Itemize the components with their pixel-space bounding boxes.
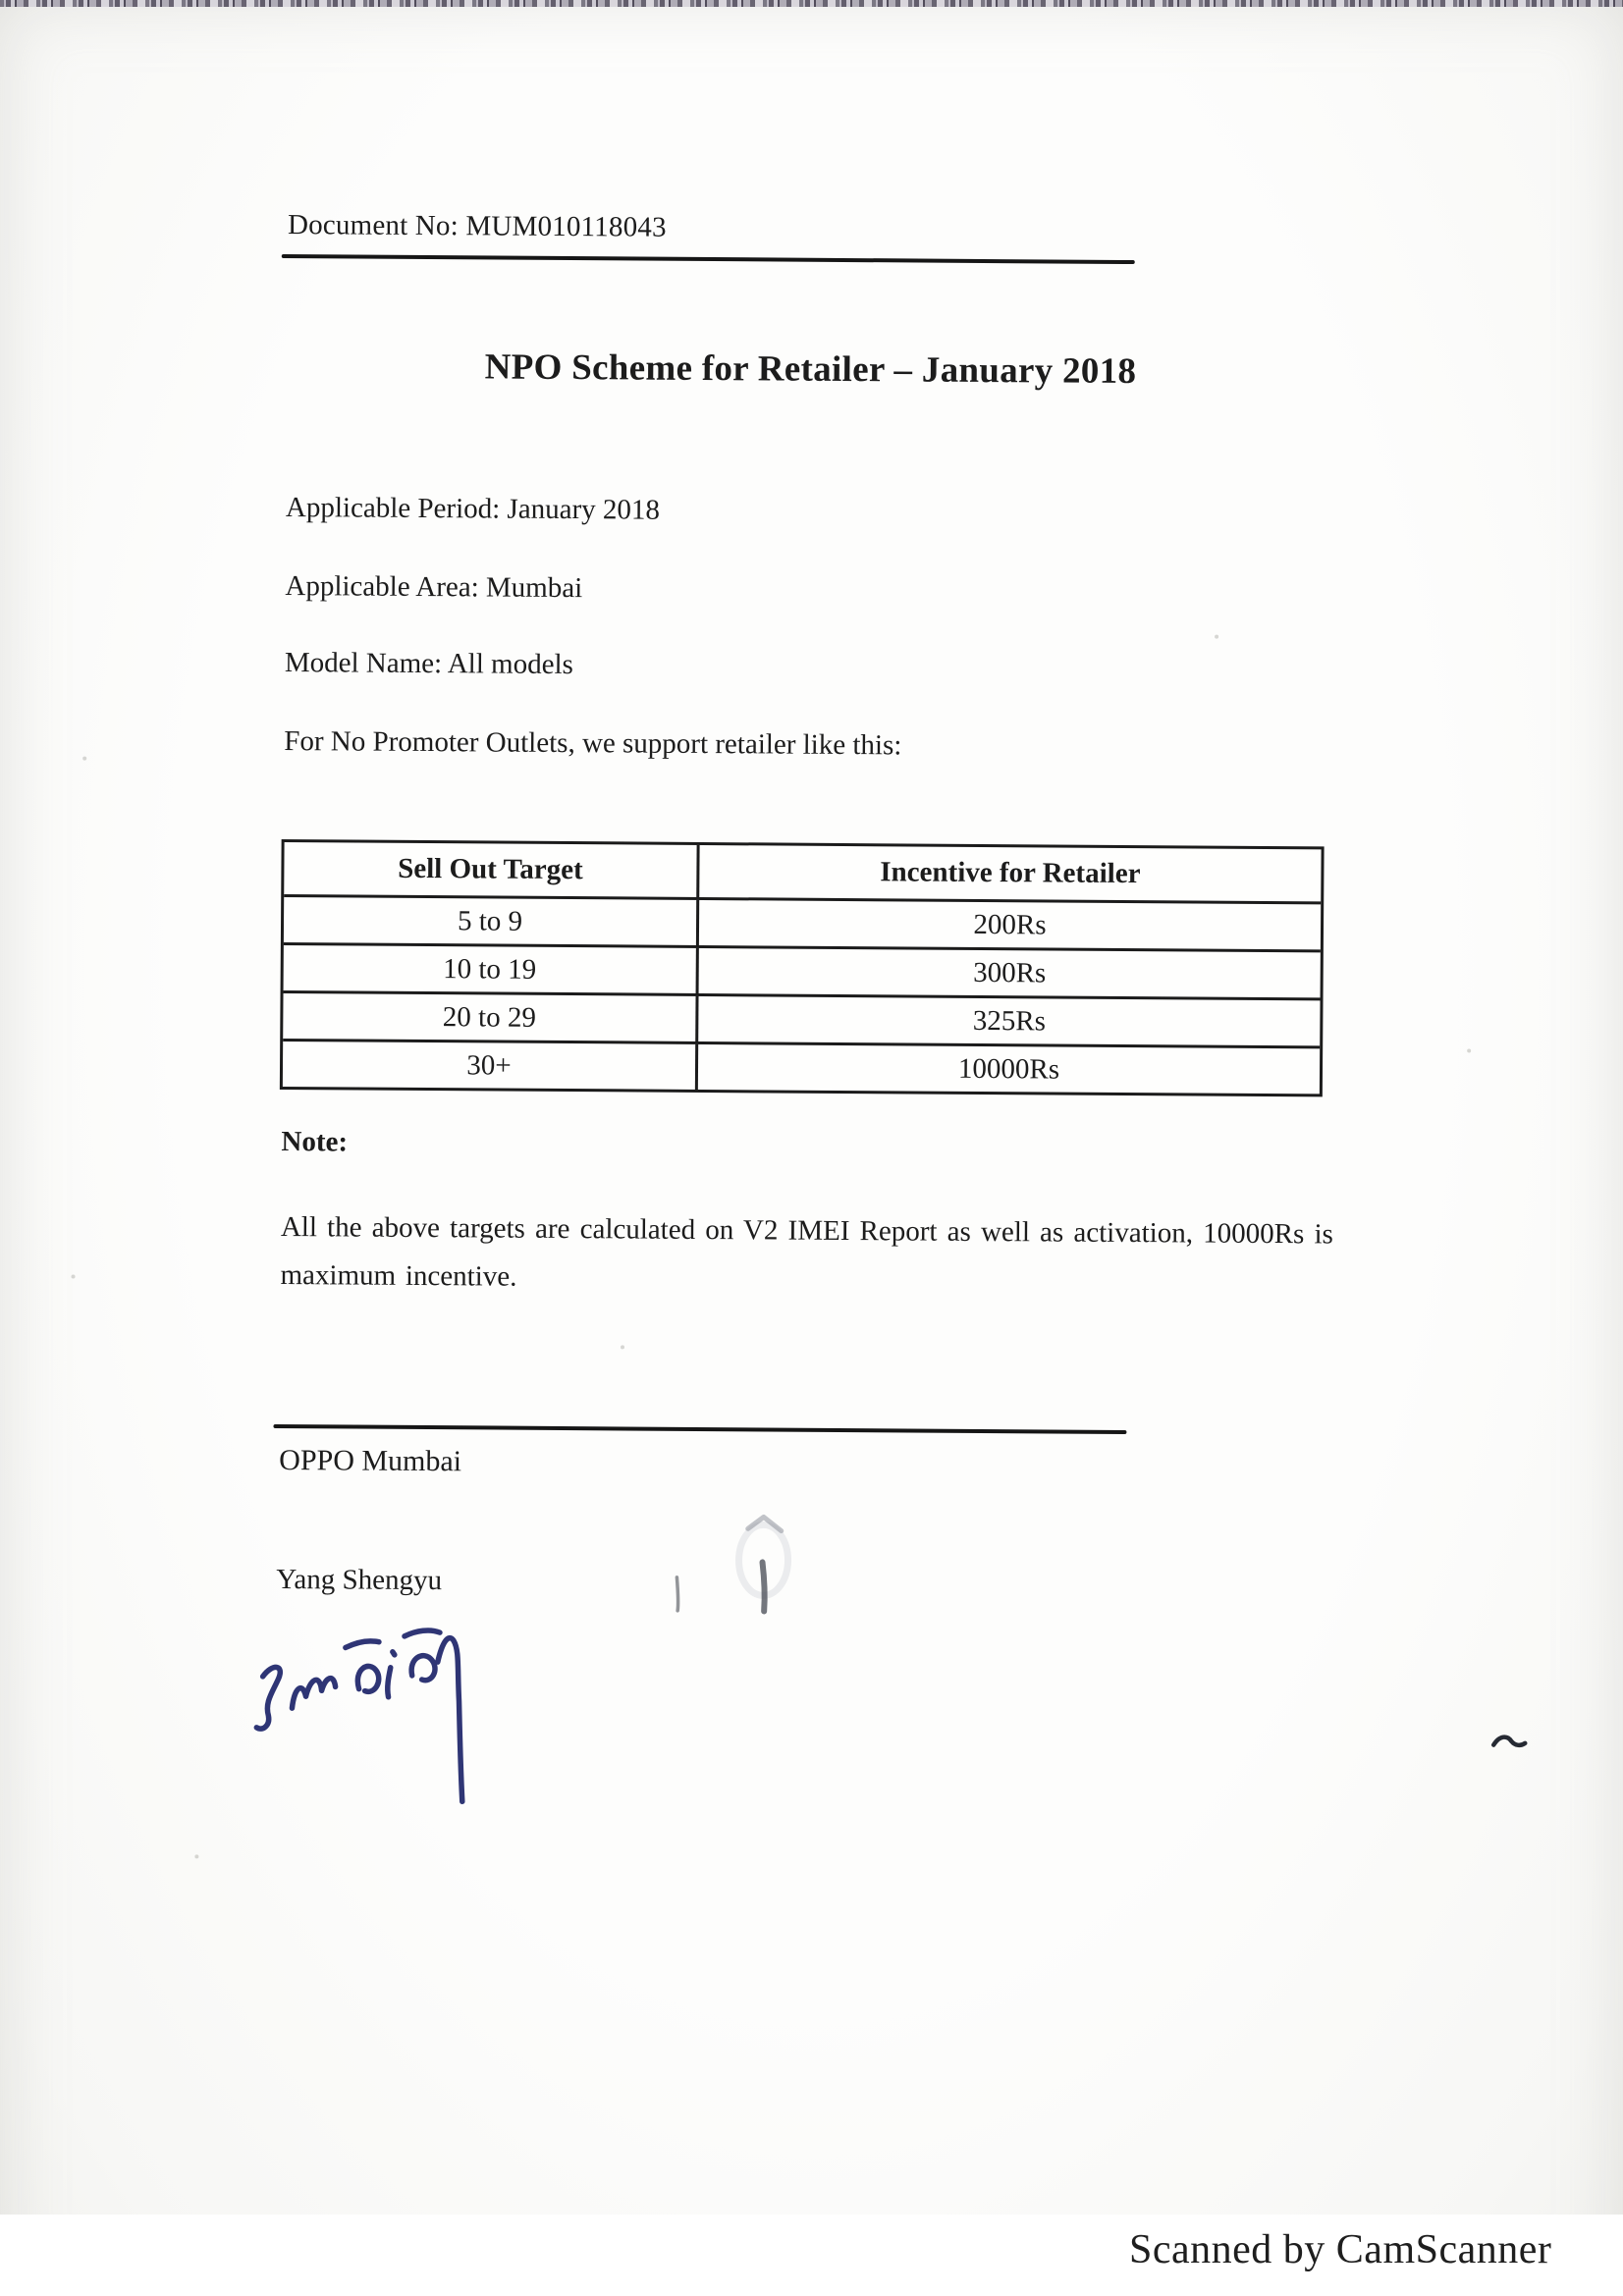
table-cell: 300Rs [973,956,1047,988]
note-label: Note: [281,1125,349,1158]
intro-line: For No Promoter Outlets, we support retailer like this: [284,725,902,762]
signature-ink [235,1606,472,1843]
document-number: Document No: MUM010118043 [287,209,667,243]
table-cell: 30+ [283,1041,698,1090]
table-row [284,942,1321,997]
header-rule [282,254,1135,264]
bottom-white-band [0,2215,1623,2296]
table-header-cell: Sell Out Target [284,842,699,897]
paper-speck [72,1275,76,1279]
camscanner-watermark: Scanned by CamScanner [1129,2227,1552,2272]
company-name: OPPO Mumbai [279,1443,462,1478]
table-cell: 325Rs [972,1004,1047,1037]
table-row [283,1039,1320,1094]
model-name: Model Name: All models [284,647,573,681]
table-cell: 200Rs [973,908,1047,940]
table-cell: 10 to 19 [284,945,699,993]
table-header-cell: Incentive for Retailer [880,856,1141,890]
paper-speck [1467,1048,1471,1052]
applicable-period: Applicable Period: January 2018 [285,492,661,526]
paper-speck [194,1854,198,1858]
table-cell: 20 to 29 [283,993,698,1041]
incentive-table [280,839,1325,1096]
paper-speck [1215,635,1218,639]
applicable-area: Applicable Area: Mumbai [285,570,583,605]
table-header-row [284,842,1321,901]
table-cell: 5 to 9 [284,897,699,945]
paper-speck [621,1345,624,1349]
page-title: NPO Scheme for Retailer – January 2018 [484,347,1137,393]
ink-mark-tilde [1489,1732,1529,1753]
note-paragraph: All the above targets are calculated on V2 IMEI Report as well as activation, 10000Rs is maximum incentive. [280,1210,1333,1293]
signatory-name: Yang Shengyu [276,1563,443,1597]
ink-smudge-arrow [663,1513,821,1622]
signature-rule [273,1424,1126,1434]
ink-mark-tick [676,1577,678,1611]
paper-speck [82,757,86,761]
table-row [283,990,1320,1045]
table-row [284,894,1321,949]
table-cell: 10000Rs [957,1052,1060,1086]
